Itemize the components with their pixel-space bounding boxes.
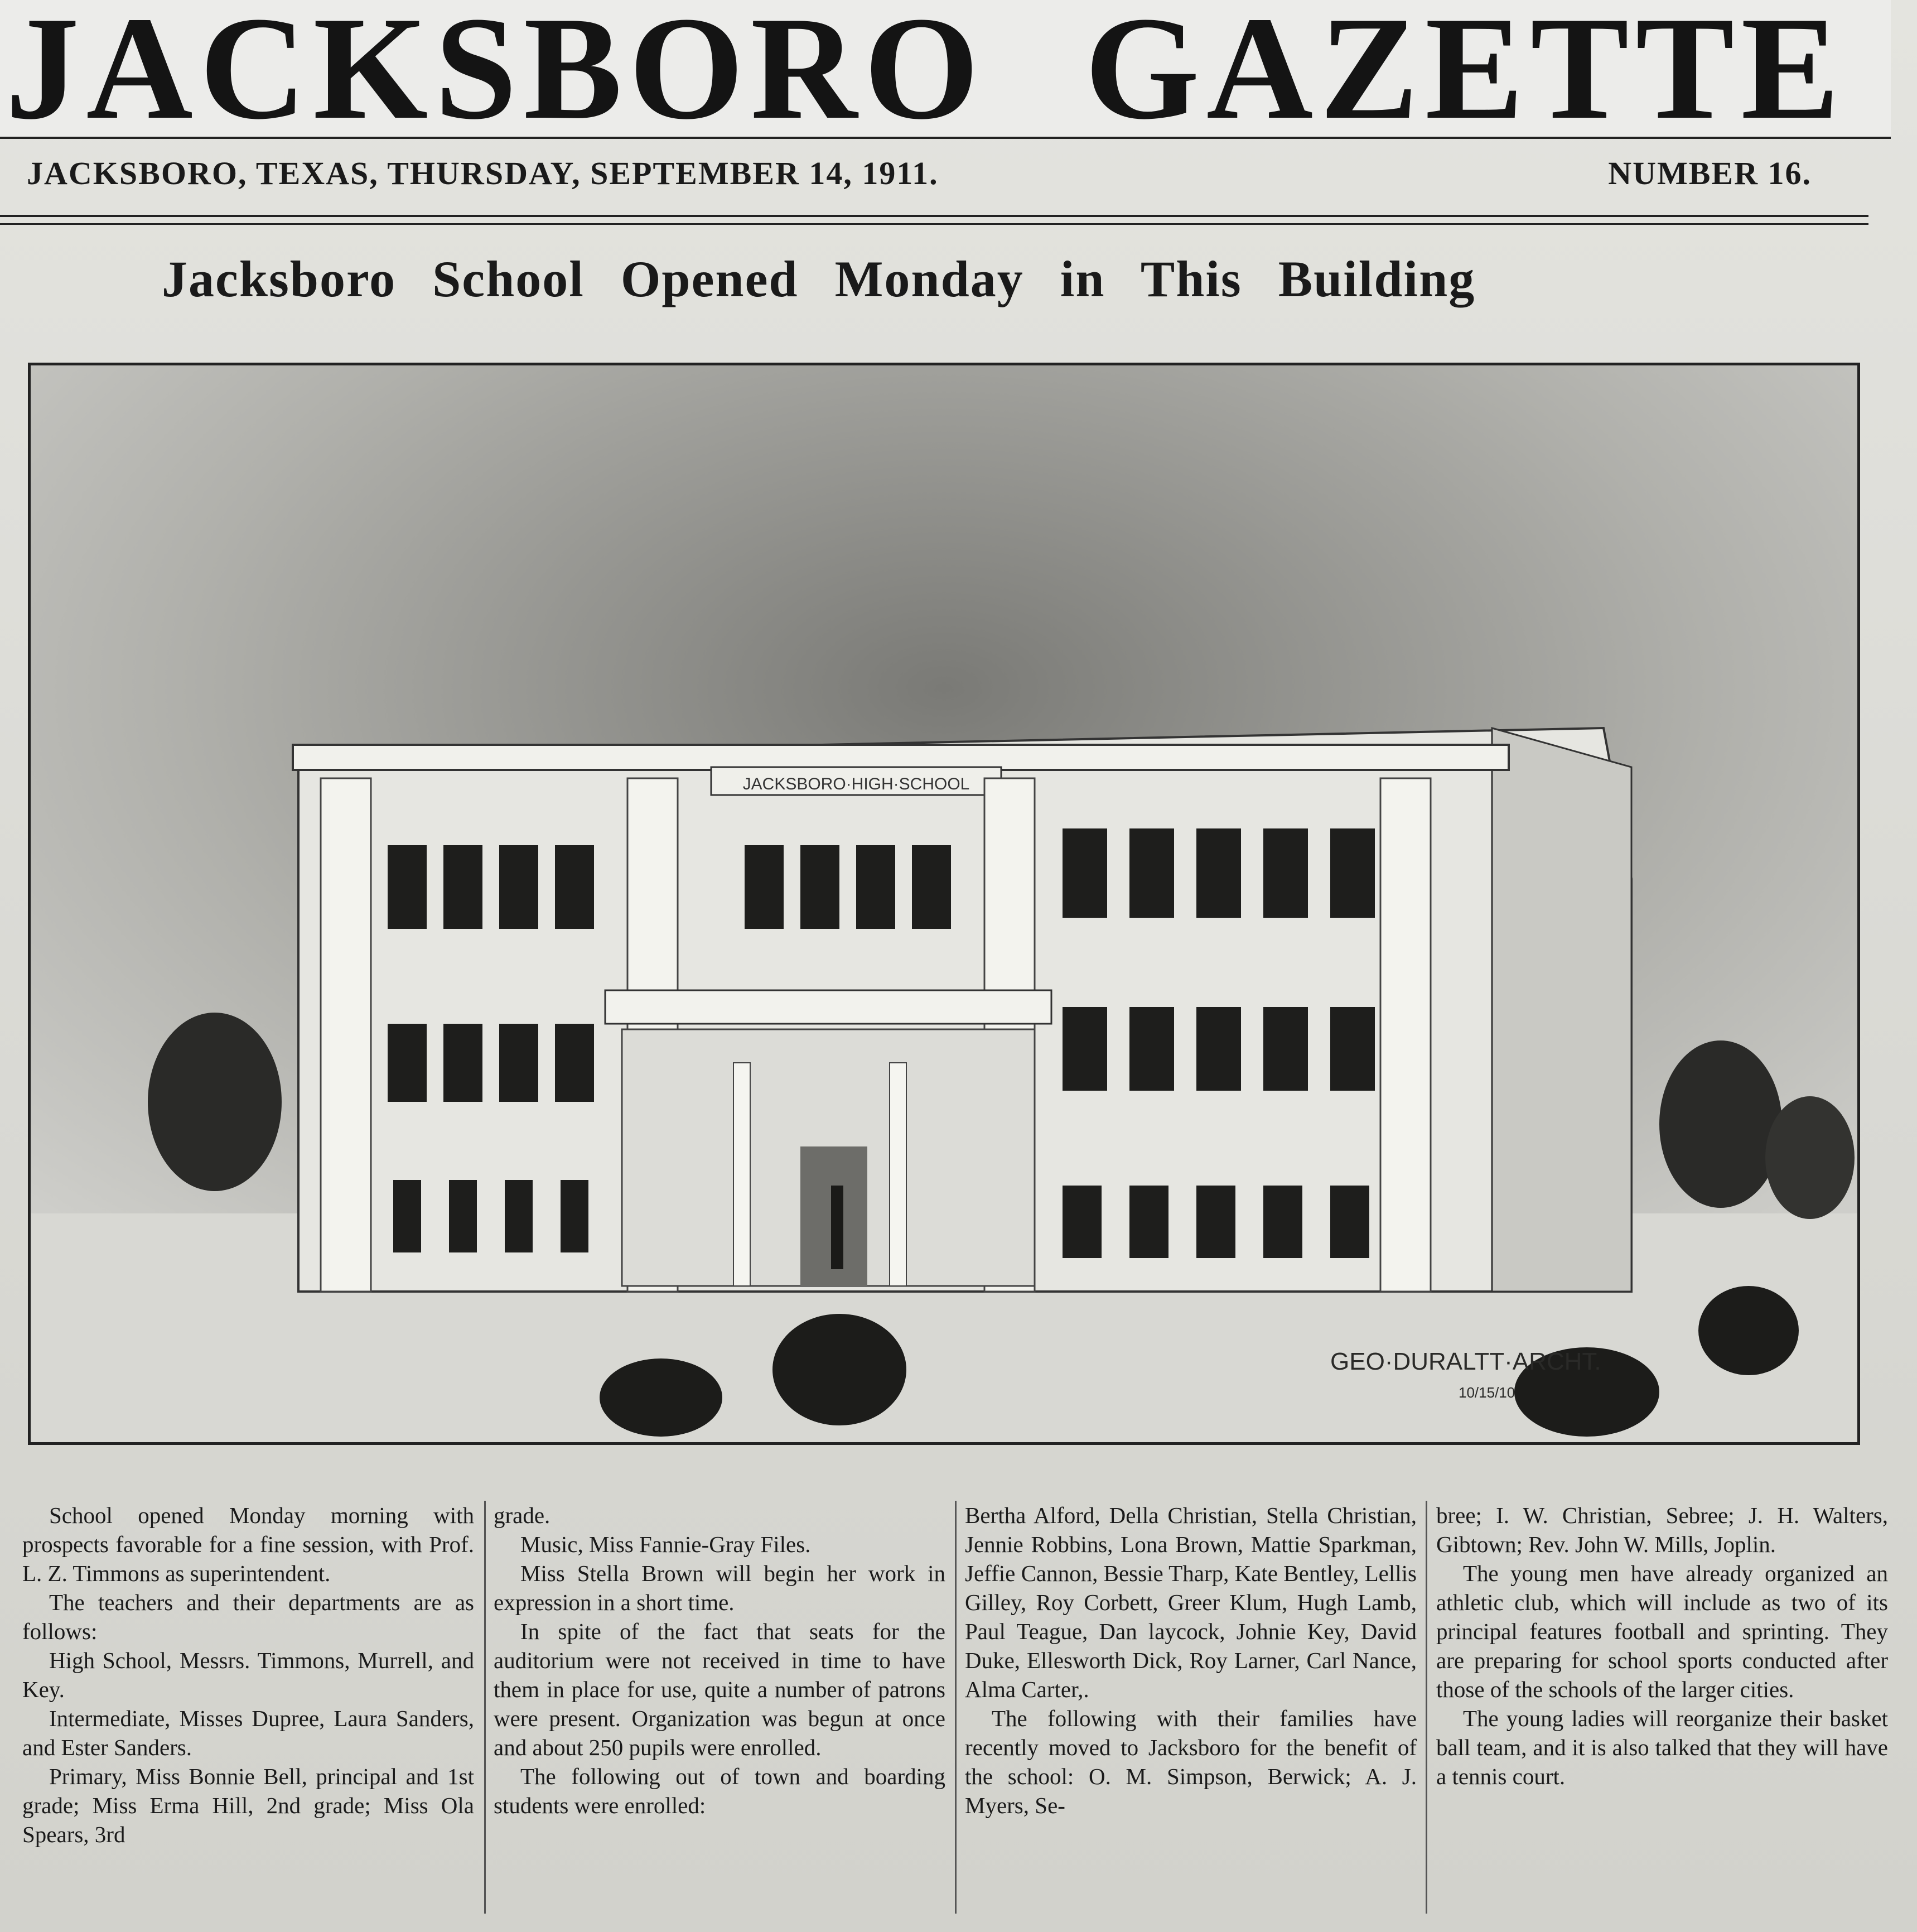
tree-right	[1659, 1040, 1782, 1208]
masthead	[0, 0, 1891, 150]
paragraph: School opened Monday morning with prospects favorable for a fine session, with Prof. L. Z. Timmons as superintendent.	[22, 1502, 474, 1586]
title-gazette: GAZETTE	[1084, 0, 1846, 150]
paragraph: The young ladies will reorganize their basket ball team, and it is also talked that they will have a tennis court.	[1436, 1705, 1888, 1789]
header-rule-top	[0, 215, 1868, 217]
column-1	[733, 1063, 750, 1286]
paragraph: Intermediate, Misses Dupree, Laura Sanders, and Ester Sanders.	[22, 1705, 474, 1760]
shrub-4	[1698, 1286, 1799, 1375]
pillar-left	[321, 778, 371, 1292]
architect-signature: GEO·DURALTT·ARCHT.	[1330, 1348, 1601, 1375]
drawing-date: 10/15/10	[1459, 1384, 1515, 1401]
title-jacksboro: JACKSBORO	[6, 0, 986, 150]
tree-left	[148, 1013, 282, 1191]
paragraph: bree; I. W. Christian, Sebree; J. H. Walters, Gibtown; Rev. John W. Mills, Joplin.	[1436, 1502, 1888, 1557]
paragraph: In spite of the fact that seats for the auditorium were not received in time to have them in place for use, quite a number of patrons were present. Organization was begun at once and about 250 pupils were enrolled.	[494, 1618, 945, 1760]
paragraph: Miss Stella Brown will begin her work in expression in a short time.	[494, 1560, 945, 1615]
paragraph: The teachers and their departments are as follows:	[22, 1589, 474, 1644]
building-drawing	[31, 365, 1857, 1442]
paragraph: The young men have already organized an athletic club, which will include as two of its principal features football and sprinting. They are preparing for school sports conducted after those of the schools of the larger cities.	[1436, 1560, 1888, 1702]
issue-date: JACKSBORO, TEXAS, THURSDAY, SEPTEMBER 14, 1911.	[27, 155, 939, 191]
article-headline: Jacksboro School Opened Monday in This Building	[162, 250, 1476, 307]
paragraph: Music, Miss Fannie-Gray Files.	[520, 1531, 811, 1557]
article-column-4	[1436, 1501, 1888, 1925]
paragraph: Primary, Miss Bonnie Bell, principal and 1st grade; Miss Erma Hill, 2nd grade; Miss Ola Spears, 3rd	[22, 1764, 474, 1847]
article-column-2	[494, 1501, 945, 1925]
column-2	[890, 1063, 906, 1286]
paragraph: High School, Messrs. Timmons, Murrell, and Key.	[22, 1647, 474, 1702]
school-building-illustration	[28, 363, 1860, 1445]
building-side	[1492, 728, 1631, 1292]
tree-far-right	[1765, 1096, 1855, 1219]
paragraph: The following with their families have recently moved to Jacksboro for the benefit of the school: O. M. Simpson, Berwick; A. J. Myers, Se-	[965, 1705, 1417, 1818]
article-column-3	[965, 1501, 1417, 1925]
article-column-1	[22, 1501, 474, 1925]
balcony	[605, 990, 1051, 1024]
paragraph: grade.	[494, 1502, 551, 1528]
pillar-right	[1380, 778, 1431, 1292]
cornice	[293, 745, 1509, 770]
paragraph: The following out of town and boarding students were enrolled:	[494, 1764, 945, 1818]
column-divider	[1426, 1501, 1427, 1914]
header-rule-bottom	[0, 223, 1868, 225]
building-sign-text: JACKSBORO·HIGH·SCHOOL	[742, 775, 970, 793]
shrub-1	[600, 1358, 722, 1437]
figure-at-door	[831, 1186, 843, 1269]
paragraph: Bertha Alford, Della Christian, Stella Christian, Jennie Robbins, Lona Brown, Mattie Sparkman, Jeffie Cannon, Bessie Tharp, Kate Bentley, Lellis Gilley, Roy Corbett, Greer Klum, Hugh Lamb, Paul Teague, Dan laycock, Johnie Key, David Duke, Ellesworth Dick, Roy Larner, Carl Nance, Alma Carter,.	[965, 1502, 1417, 1702]
newspaper-title	[0, 0, 1891, 150]
shrub-2	[772, 1314, 906, 1425]
dateline	[27, 148, 1812, 198]
column-divider	[955, 1501, 957, 1914]
column-divider	[484, 1501, 486, 1914]
issue-number: NUMBER 16.	[1608, 155, 1812, 191]
